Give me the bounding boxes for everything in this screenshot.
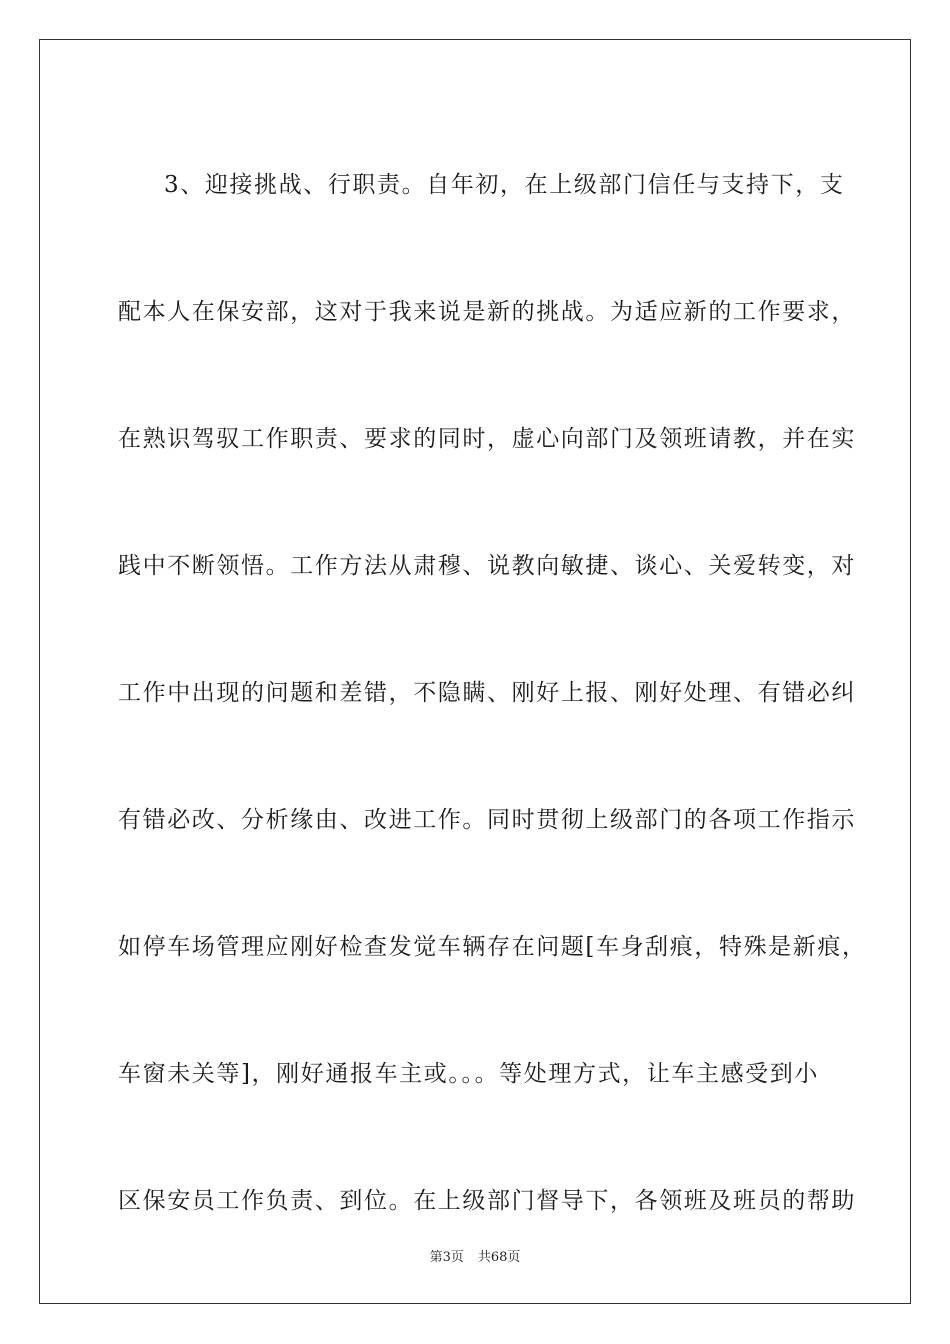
page-border <box>39 39 911 1304</box>
text-line: 在熟识驾驭工作职责、要求的同时，虚心向部门及领班请教，并在实 <box>118 426 856 452</box>
text-line: 工作中出现的问题和差错，不隐瞒、刚好上报、刚好处理、有错必纠 <box>118 680 856 706</box>
body-text <box>118 122 867 1265</box>
page-number: 第3页 <box>429 1250 464 1265</box>
text-line: 车窗未关等]，刚好通报车主或。。。等处理方式，让车主感受到小 <box>118 1061 819 1087</box>
text-line: 3、迎接挑战、行职责。自年初，在上级部门信任与支持下，支 <box>164 172 845 198</box>
text-line: 如停车场管理应刚好检查发觉车辆存在问题[车身刮痕，特殊是新痕， <box>118 934 867 960</box>
text-line: 践中不断领悟。工作方法从肃穆、说教向敏捷、谈心、关爱转变，对 <box>118 553 856 579</box>
page-total: 共68页 <box>477 1250 521 1265</box>
text-line: 区保安员工作负责、到位。在上级部门督导下，各领班及班员的帮助 <box>118 1188 856 1214</box>
text-line: 配本人在保安部，这对于我来说是新的挑战。为适应新的工作要求， <box>118 299 856 325</box>
page-footer <box>0 1250 950 1266</box>
text-line: 有错必改、分析缘由、改进工作。同时贯彻上级部门的各项工作指示 <box>118 807 856 833</box>
